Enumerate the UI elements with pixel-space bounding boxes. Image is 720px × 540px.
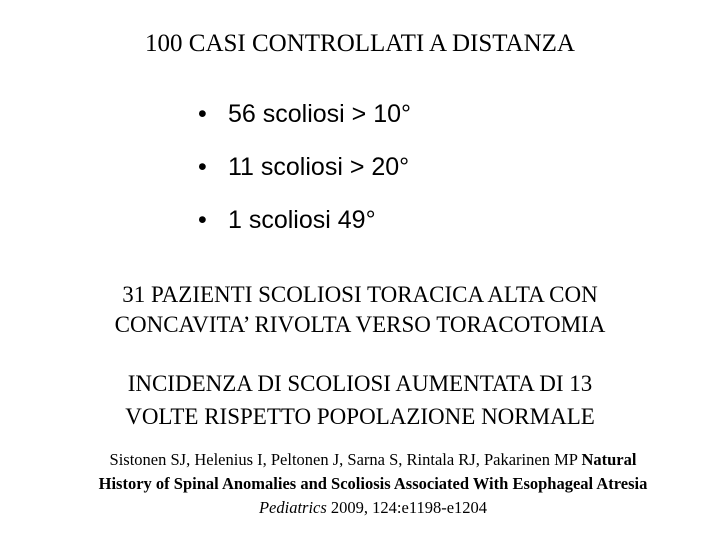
bullet-marker: • [198, 206, 207, 234]
statement-line: VOLTE RISPETTO POPOLAZIONE NORMALE [125, 404, 595, 429]
bullet-item [198, 206, 518, 259]
citation-journal: Pediatrics [258, 498, 327, 517]
citation-reference: 2009, 124:e1198-e1204 [330, 498, 488, 517]
citation-authors: Sistonen SJ, Helenius I, Peltonen J, Sarna S, Rintala RJ, Pakarinen MP [109, 450, 578, 469]
bullet-list [198, 100, 518, 259]
citation-line-1 [0, 448, 720, 472]
slide-title: 100 CASI CONTROLLATI A DISTANZA [145, 30, 575, 57]
thoracic-scoliosis-statement [0, 280, 720, 340]
bullet-marker: • [198, 100, 207, 128]
citation-title-start: Natural [581, 450, 637, 469]
bullet-text: 1 scoliosi 49° [228, 206, 376, 234]
bullet-item [198, 100, 518, 153]
statement-line: INCIDENZA DI SCOLIOSI AUMENTATA DI 13 [127, 371, 593, 396]
statement-line: 31 PAZIENTI SCOLIOSI TORACICA ALTA CON [122, 282, 598, 307]
citation [0, 448, 720, 520]
statement-line: CONCAVITA’ RIVOLTA VERSO TORACOTOMIA [114, 312, 606, 337]
incidence-statement [0, 367, 720, 433]
bullet-text: 11 scoliosi > 20° [228, 153, 410, 181]
citation-line-3 [0, 496, 720, 520]
bullet-item [198, 153, 518, 206]
bullet-text: 56 scoliosi > 10° [228, 100, 412, 128]
citation-title-rest: History of Spinal Anomalies and Scoliosis Associated With Esophageal Atresia [98, 474, 648, 493]
bullet-marker: • [198, 153, 207, 181]
